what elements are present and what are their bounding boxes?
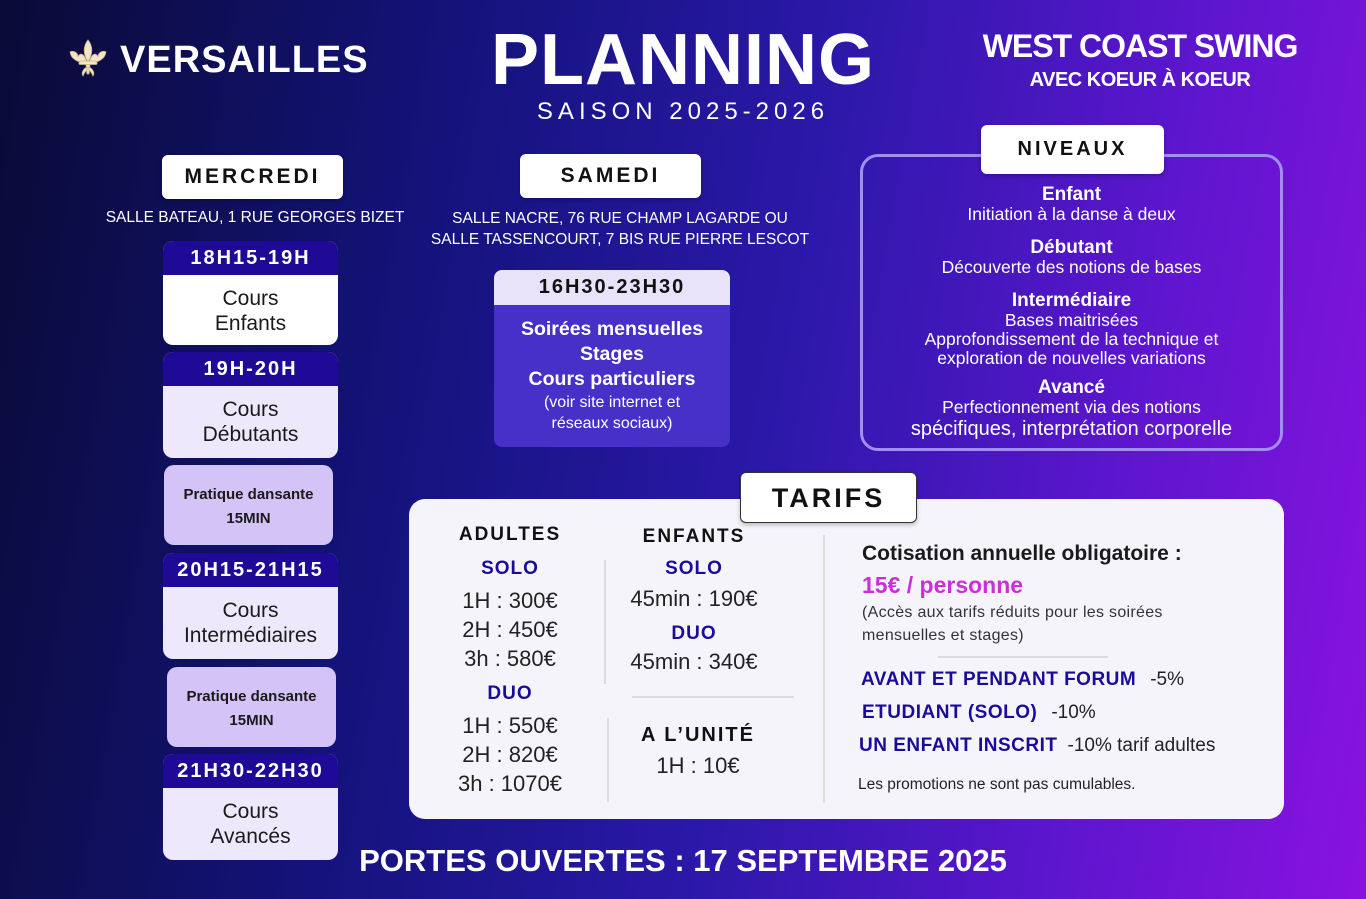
- slot-label: Enfants: [214, 312, 287, 335]
- saturday-item: Cours particuliers: [528, 368, 696, 390]
- city-name: VERSAILLES: [120, 39, 369, 81]
- promo-label: AVANT ET PENDANT FORUM: [861, 669, 1137, 690]
- price-line: 45min : 190€: [630, 586, 758, 611]
- practice-duration: 15MIN: [226, 510, 271, 527]
- pricing-single: [618, 724, 778, 780]
- pricing-children: [618, 526, 770, 676]
- promo-label: UN ENFANT INSCRIT: [859, 735, 1058, 756]
- saturday-item: Stages: [580, 343, 644, 365]
- pricing-subheading: DUO: [487, 683, 533, 704]
- divider: [604, 560, 606, 684]
- membership-fee: [862, 542, 1262, 647]
- saturday-address: [410, 208, 830, 250]
- practice-block: [167, 667, 336, 747]
- pricing-heading: A L’UNITÉ: [641, 724, 755, 746]
- slot-time: 16H30-23H30: [494, 270, 730, 305]
- saturday-note: réseaux sociaux): [551, 415, 673, 432]
- slot-time: 20H15-21H15: [163, 553, 338, 587]
- level-item: [862, 185, 1281, 224]
- price-line: 1H : 10€: [656, 753, 740, 778]
- practice-duration: 15MIN: [229, 712, 274, 729]
- promo-line: [861, 669, 1184, 691]
- pricing-adults: [440, 524, 580, 798]
- pricing-subheading: SOLO: [665, 558, 723, 579]
- school-name: AVEC KOEUR À KOEUR: [1029, 69, 1251, 91]
- level-desc: Bases maitrisées: [1004, 310, 1139, 330]
- address-line: SALLE TASSENCOURT, 7 BIS RUE PIERRE LESCOT: [430, 231, 810, 248]
- practice-label: Pratique dansante: [183, 486, 314, 503]
- level-desc: Découverte des notions de bases: [941, 257, 1202, 277]
- membership-heading: Cotisation annuelle obligatoire :: [862, 542, 1182, 565]
- divider: [938, 656, 1108, 658]
- membership-price: 15€ / personne: [862, 572, 1024, 598]
- saturday-note: (voir site internet et: [543, 394, 681, 411]
- slot-label: Intermédiaires: [183, 624, 318, 647]
- level-desc: spécifiques, interprétation corporelle: [910, 418, 1233, 440]
- slot-label: Débutants: [202, 423, 299, 446]
- promo-line: [859, 735, 1215, 757]
- price-line: 3h : 580€: [464, 646, 556, 671]
- price-line: 3h : 1070€: [458, 771, 562, 796]
- level-desc: exploration de nouvelles variations: [937, 348, 1206, 368]
- membership-note: mensuelles et stages): [862, 627, 1024, 644]
- open-house-banner: PORTES OUVERTES : 17 SEPTEMBRE 2025: [359, 843, 1007, 878]
- schedule-slot: [163, 241, 338, 345]
- saturday-item: Soirées mensuelles: [520, 318, 704, 340]
- level-name: Débutant: [1030, 237, 1113, 258]
- level-name: Intermédiaire: [1011, 290, 1132, 311]
- practice-block: [164, 465, 333, 545]
- divider: [632, 696, 794, 698]
- slot-time: 19H-20H: [163, 352, 338, 386]
- pricing-heading: ADULTES: [458, 524, 562, 545]
- level-name: Avancé: [1038, 377, 1105, 398]
- season-label: SAISON 2025-2026: [536, 98, 830, 125]
- slot-label: Cours: [222, 398, 279, 421]
- price-line: 1H : 550€: [462, 713, 558, 738]
- schedule-slot: [163, 352, 338, 458]
- day-label-wednesday: MERCREDI: [162, 155, 343, 199]
- page-title: PLANNING: [491, 20, 875, 100]
- practice-label: Pratique dansante: [186, 688, 317, 705]
- promo-label: ETUDIANT (SOLO): [862, 702, 1038, 723]
- level-desc: Initiation à la danse à deux: [967, 204, 1176, 224]
- level-item: [862, 238, 1281, 277]
- price-line: 2H : 820€: [462, 742, 558, 767]
- promo-value: -10% tarif adultes: [1067, 735, 1216, 756]
- schedule-slot: [163, 553, 338, 659]
- membership-note: (Accès aux tarifs réduits pour les soirées: [862, 604, 1163, 621]
- promo-value: -10%: [1051, 702, 1096, 723]
- pricing-title: TARIFS: [740, 472, 917, 523]
- levels-title: NIVEAUX: [981, 125, 1164, 174]
- slot-label: Cours: [222, 800, 279, 823]
- slot-time: 21H30-22H30: [163, 754, 338, 788]
- divider: [823, 535, 825, 803]
- pricing-heading: ENFANTS: [642, 526, 746, 547]
- dance-style: WEST COAST SWING: [982, 28, 1298, 64]
- saturday-block: [494, 270, 730, 447]
- slot-time: 18H15-19H: [163, 241, 338, 275]
- slot-label: Cours: [222, 599, 279, 622]
- price-line: 2H : 450€: [462, 617, 558, 642]
- address-line: SALLE NACRE, 76 RUE CHAMP LAGARDE OU: [452, 210, 788, 227]
- level-item: [862, 291, 1281, 368]
- level-item: [862, 378, 1281, 441]
- price-line: 45min : 340€: [630, 649, 758, 674]
- level-name: Enfant: [1041, 184, 1102, 205]
- slot-label: Avancés: [210, 825, 291, 848]
- divider: [607, 718, 609, 802]
- promo-note: Les promotions ne sont pas cumulables.: [858, 776, 1136, 793]
- slot-label: Cours: [222, 287, 279, 310]
- pricing-subheading: DUO: [671, 623, 717, 644]
- wednesday-address: SALLE BATEAU, 1 RUE GEORGES BIZET: [105, 209, 405, 226]
- level-desc: Approfondissement de la technique et: [924, 329, 1219, 349]
- day-label-saturday: SAMEDI: [520, 154, 701, 198]
- promo-value: -5%: [1150, 669, 1185, 690]
- price-line: 1H : 300€: [462, 588, 558, 613]
- levels-list: [862, 185, 1281, 449]
- level-desc: Perfectionnement via des notions: [942, 397, 1201, 417]
- promo-line: [862, 702, 1096, 724]
- dance-style-block: [960, 28, 1320, 92]
- pricing-subheading: SOLO: [481, 558, 539, 579]
